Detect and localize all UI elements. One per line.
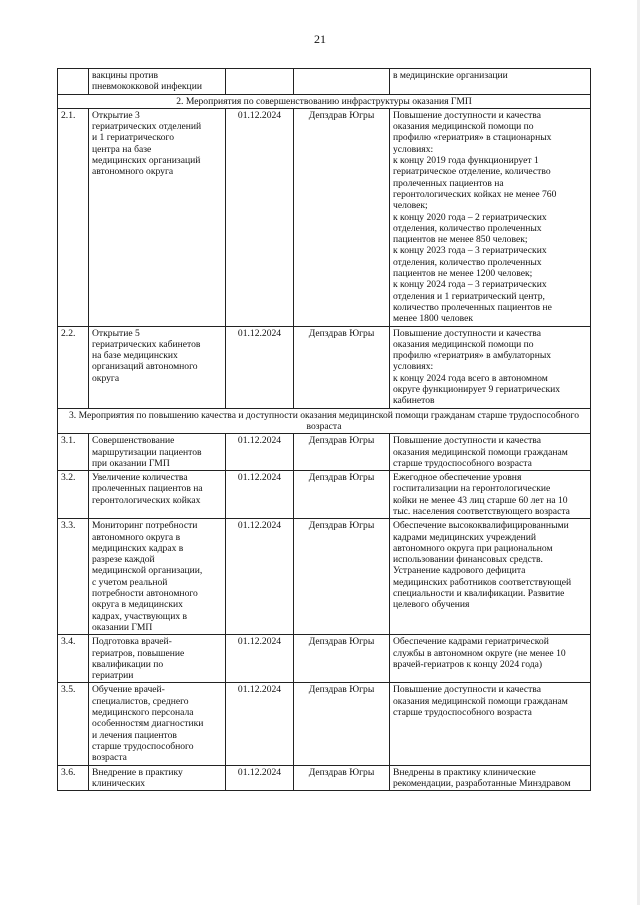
table-row — [58, 519, 591, 635]
row-number: 3.5. — [58, 683, 89, 765]
section-title: 3. Мероприятия по повышению качества и доступности оказания медицинской помощи гражданам старше трудоспособного возраста — [58, 408, 591, 434]
name-cell — [89, 471, 226, 519]
row-number: 3.1. — [58, 434, 89, 471]
date-cell: 01.12.2024 — [226, 108, 294, 326]
page-number: 21 — [314, 32, 326, 46]
executor-cell: Депздрав Югры — [294, 471, 390, 519]
date-cell: 01.12.2024 — [226, 434, 294, 471]
date-cell — [226, 69, 294, 95]
section-title: 2. Мероприятия по совершенствованию инфраструктуры оказания ГМП — [58, 94, 591, 108]
measure-name: Обучение врачей- специалистов, среднего медицинского персонала особенностям диагностики и лечения пациентов старше трудоспособного возраста — [92, 684, 204, 764]
name-cell — [89, 434, 226, 471]
date-cell: 01.12.2024 — [226, 765, 294, 791]
measure-name: Мониторинг потребности автономного округа в медицинских кадрах в разрезе каждой медицинской организации, с учетом реальной потребности автономного округа в медицинских кадрах, участвующих в оказании ГМП — [92, 520, 203, 633]
section-header-row — [58, 408, 591, 434]
row-number: 3.2. — [58, 471, 89, 519]
date-cell: 01.12.2024 — [226, 326, 294, 408]
section-header-row — [58, 94, 591, 108]
measure-result: Повышение доступности и качества оказания медицинской помощи гражданам старше трудоспособного возраста — [393, 684, 568, 719]
table-row — [58, 434, 591, 471]
executor-cell — [294, 69, 390, 95]
result-cell — [390, 69, 591, 95]
executor-cell: Депздрав Югры — [294, 683, 390, 765]
measure-name: вакцины против пневмококковой инфекции — [92, 70, 202, 93]
result-cell — [390, 635, 591, 683]
result-cell — [390, 519, 591, 635]
name-cell — [89, 519, 226, 635]
measure-name: Совершенствование маршрутизации пациентов при оказании ГМП — [92, 435, 202, 469]
row-number: 2.2. — [58, 326, 89, 408]
executor-cell: Депздрав Югры — [294, 635, 390, 683]
measure-name: Подготовка врачей- гериатров, повышение квалификации по гериатрии — [92, 636, 185, 682]
date-cell: 01.12.2024 — [226, 683, 294, 765]
measure-name: Увеличение количества пролеченных пациентов на геронтологических койках — [92, 472, 203, 506]
executor-cell: Депздрав Югры — [294, 765, 390, 791]
table-row — [58, 326, 591, 408]
table-row — [58, 108, 591, 326]
measure-result: Внедрены в практику клинические рекомендации, разработанные Минздравом — [393, 766, 571, 789]
measure-result: в медицинские организации — [393, 70, 508, 81]
executor-cell: Депздрав Югры — [294, 326, 390, 408]
table-row — [58, 635, 591, 683]
date-cell: 01.12.2024 — [226, 471, 294, 519]
result-cell — [390, 471, 591, 519]
measure-result: Повышение доступности и качества оказания медицинской помощи по профилю «гериатрия» в амбулаторных условиях: к концу 2024 года всего в автономном округе функционирует 9 гериатрических кабинетов — [393, 327, 561, 407]
result-cell — [390, 326, 591, 408]
measures-table — [57, 68, 591, 791]
row-number: 2.1. — [58, 108, 89, 326]
name-cell — [89, 108, 226, 326]
name-cell — [89, 635, 226, 683]
measure-name: Открытие 3 гериатрических отделений и 1 гериатрического центра на базе медицинских организаций автономного округа — [92, 109, 202, 178]
measure-result: Обеспечение высококвалифицированными кадрами медицинских учреждений автономного округа при рациональном использовании финансовых средств. Устранение кадрового дефицита медицинских работников соответствующей специальности и квалификации. Развитие целевого обучения — [393, 520, 572, 611]
measure-result: Обеспечение кадрами гериатрической службы в автономном округе (не менее 10 врачей-гериатров к концу 2024 года) — [393, 636, 566, 670]
name-cell — [89, 69, 226, 95]
measure-result: Ежегодное обеспечение уровня госпитализации на геронтологические койки не менее 43 лиц старше 60 лет на 10 тыс. населения соответствующего возраста — [393, 472, 570, 517]
measure-name: Внедрение в практику клинических — [92, 766, 183, 789]
result-cell — [390, 434, 591, 471]
measure-result: Повышение доступности и качества оказания медицинской помощи гражданам старше трудоспособного возраста — [393, 435, 568, 469]
date-cell: 01.12.2024 — [226, 635, 294, 683]
table-row — [58, 765, 591, 791]
name-cell — [89, 683, 226, 765]
row-number: 3.4. — [58, 635, 89, 683]
date-cell: 01.12.2024 — [226, 519, 294, 635]
measure-name: Открытие 5 гериатрических кабинетов на базе медицинских организаций автономного округа — [92, 327, 201, 384]
num-cell — [58, 69, 89, 95]
result-cell — [390, 765, 591, 791]
row-number: 3.6. — [58, 765, 89, 791]
table-row — [58, 683, 591, 765]
table-row — [58, 69, 591, 95]
name-cell — [89, 765, 226, 791]
executor-cell: Депздрав Югры — [294, 108, 390, 326]
result-cell — [390, 108, 591, 326]
executor-cell: Депздрав Югры — [294, 519, 390, 635]
executor-cell: Депздрав Югры — [294, 434, 390, 471]
table-row — [58, 471, 591, 519]
result-cell — [390, 683, 591, 765]
name-cell — [89, 326, 226, 408]
measure-result: Повышение доступности и качества оказания медицинской помощи по профилю «гериатрия» в стационарных условиях: к концу 2019 года функционирует 1 гериатрическое отделение, количество пролеченных пациентов на геронтологических койках не менее 760 человек; к концу 2020 года – 2 гериатрических отделения, количество пролеченных пациентов не менее 850 человек; к концу 2023 года – 3 гериатрических отделения, количество пролеченных пациентов не менее 1200 человек; к концу 2024 года – 3 гериатрических отделения и 1 гериатрический центр, количество пролеченных пациентов не менее 1800 человек — [393, 109, 557, 325]
row-number: 3.3. — [58, 519, 89, 635]
